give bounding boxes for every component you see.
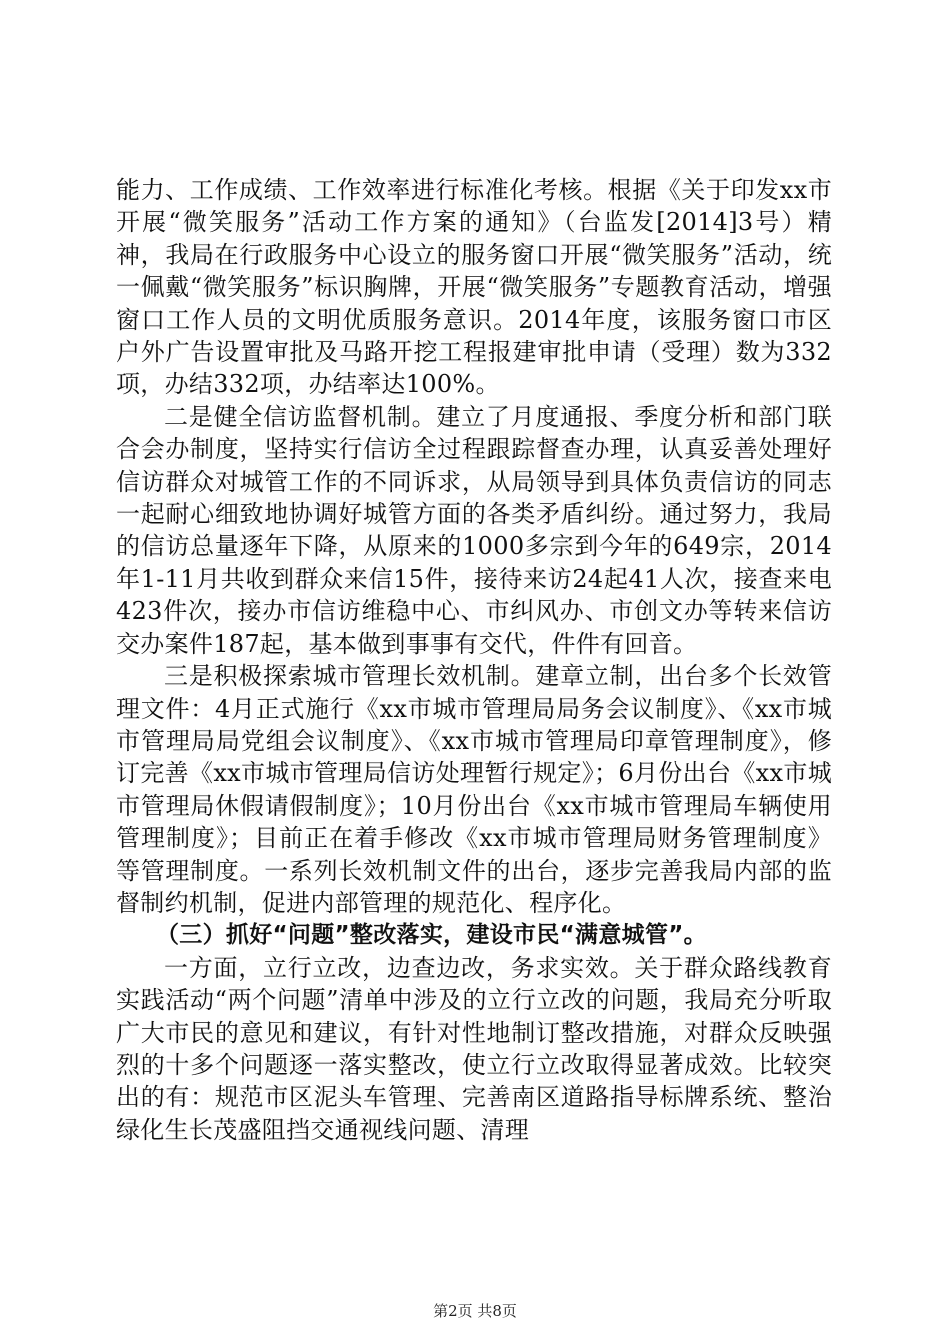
section-heading-rectification: （三）抓好“问题”整改落实，建设市民“满意城管”。 [156, 922, 707, 949]
page-number-footer: 第2页 共8页 [433, 1302, 517, 1320]
paragraph-petition-supervision: 二是健全信访监督机制。建立了月度通报、季度分析和部门联合会办制度，坚持实行信访全过程跟踪督查办理，认真妥善处理好信访群众对城管工作的不同诉求，从局领导到具体负责信访的同志一起耐心细致地协调好城管方面的各类矛盾纠纷。通过努力，我局的信访总量逐年下降，从原来的1000多宗到今年的649宗，2014年1-11月共收到群众来信15件，接待来访24起41人次，接查来电423件次，接办市信访维稳中心、市纠风办、市创文办等转来信访交办案件187起，基本做到事事有交代，件件有回音。 [116, 402, 832, 658]
paragraph-work-evaluation: 能力、工作成绩、工作效率进行标准化考核。根据《关于印发xx市开展“微笑服务”活动工作方案的通知》（台监发[2014]3号）精神，我局在行政服务中心设立的服务窗口开展“微笑服务”活动，统一佩戴“微笑服务”标识胸牌，开展“微笑服务”专题教育活动，增强窗口工作人员的文明优质服务意识。2014年度，该服务窗口市区户外广告设置审批及马路开挖工程报建审批申请（受理）数为332项，办结332项，办结率达100%。 [116, 176, 832, 399]
document-page [116, 0, 832, 1344]
document-body [116, 174, 832, 1146]
paragraph-immediate-rectification: 一方面，立行立改，边查边改，务求实效。关于群众路线教育实践活动“两个问题”清单中涉及的立行立改的问题，我局充分听取广大市民的意见和建议，有针对性地制订整改措施，对群众反映强烈的十多个问题逐一落实整改，使立行立改取得显著成效。比较突出的有：规范市区泥头车管理、完善南区道路指导标牌系统、整治绿化生长茂盛阻挡交通视线问题、清理 [116, 953, 832, 1144]
paragraph-long-term-mechanism: 三是积极探索城市管理长效机制。建章立制，出台多个长效管理文件：4月正式施行《xx市城市管理局局务会议制度》、《xx市城市管理局局党组会议制度》、《xx市城市管理局印章管理制度》，修订完善《xx市城市管理局信访处理暂行规定》；6月份出台《xx市城市管理局休假请假制度》；10月份出台《xx市城市管理局车辆使用管理制度》；目前正在着手修改《xx市城市管理局财务管理制度》等管理制度。一系列长效机制文件的出台，逐步完善我局内部的监督制约机制，促进内部管理的规范化、程序化。 [116, 662, 832, 917]
